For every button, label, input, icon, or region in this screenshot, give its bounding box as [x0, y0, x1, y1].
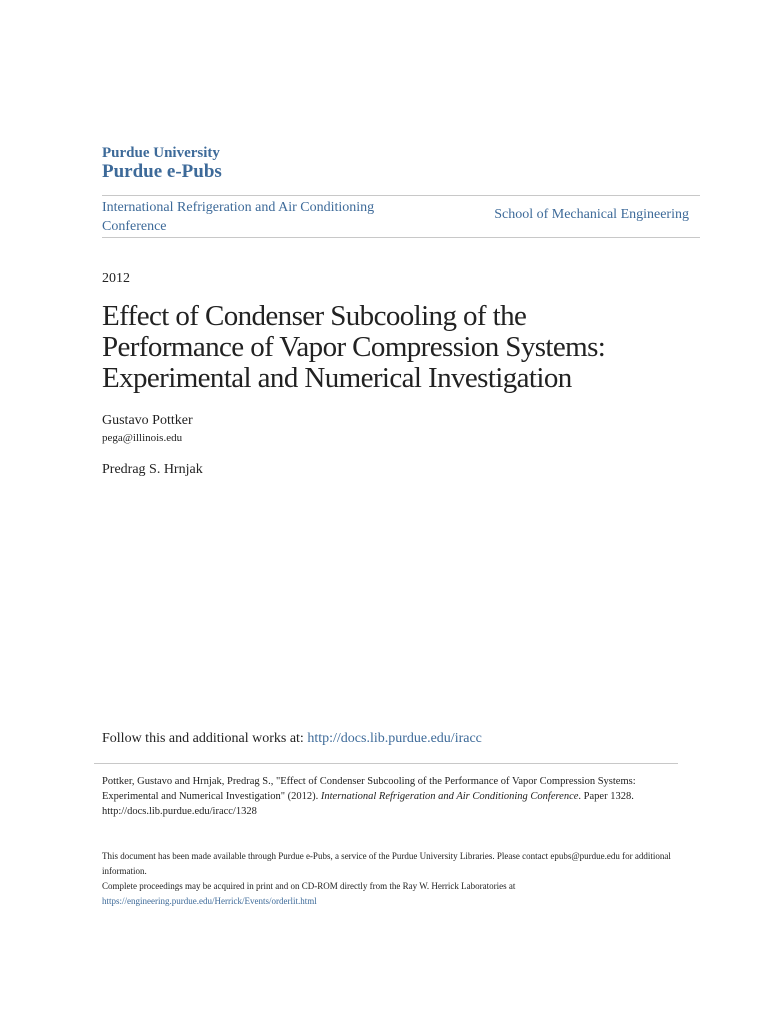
paper-title: Effect of Condenser Subcooling of the Performance of Vapor Compression Systems: Experimental and Numerical Investigation [102, 300, 606, 394]
publication-year: 2012 [102, 271, 130, 286]
availability-notice: This document has been made available through Purdue e-Pubs, a service of the Purdue University Libraries. Please contact epubs@purdue.edu for additional information. [102, 851, 671, 876]
header-top-rule [102, 195, 700, 196]
follow-line [102, 731, 482, 747]
follow-label: Follow this and additional works at: [102, 731, 304, 746]
citation-rule [94, 763, 678, 764]
proceedings-notice: Complete proceedings may be acquired in print and on CD-ROM directly from the Ray W. Herrick Laboratories at [102, 881, 516, 891]
institution-name[interactable]: Purdue University [102, 145, 220, 161]
conference-link[interactable]: International Refrigeration and Air Conditioning Conference [102, 200, 375, 234]
citation-paper-number: . Paper 1328. [578, 791, 634, 802]
citation-text: Pottker, Gustavo and Hrnjak, Predrag S., "Effect of Condenser Subcooling of the Performance of Vapor Compression Systems: Experimental and Numerical Investigation" (2012). [102, 776, 636, 802]
citation-url[interactable]: http://docs.lib.purdue.edu/iracc/1328 [102, 806, 257, 817]
author-email: pega@illinois.edu [102, 432, 183, 444]
author-name: Predrag S. Hrnjak [102, 462, 203, 477]
repository-name[interactable]: Purdue e-Pubs [102, 161, 222, 182]
citation-block [102, 774, 682, 819]
school-link[interactable]: School of Mechanical Engineering [494, 207, 689, 222]
header-bottom-rule [102, 237, 700, 238]
author-name: Gustavo Pottker [102, 413, 193, 428]
footer-notice [102, 849, 682, 909]
follow-link[interactable]: http://docs.lib.purdue.edu/iracc [307, 731, 482, 746]
citation-journal: International Refrigeration and Air Conditioning Conference [320, 791, 579, 802]
proceedings-link[interactable]: https://engineering.purdue.edu/Herrick/Events/orderlit.html [102, 896, 317, 906]
